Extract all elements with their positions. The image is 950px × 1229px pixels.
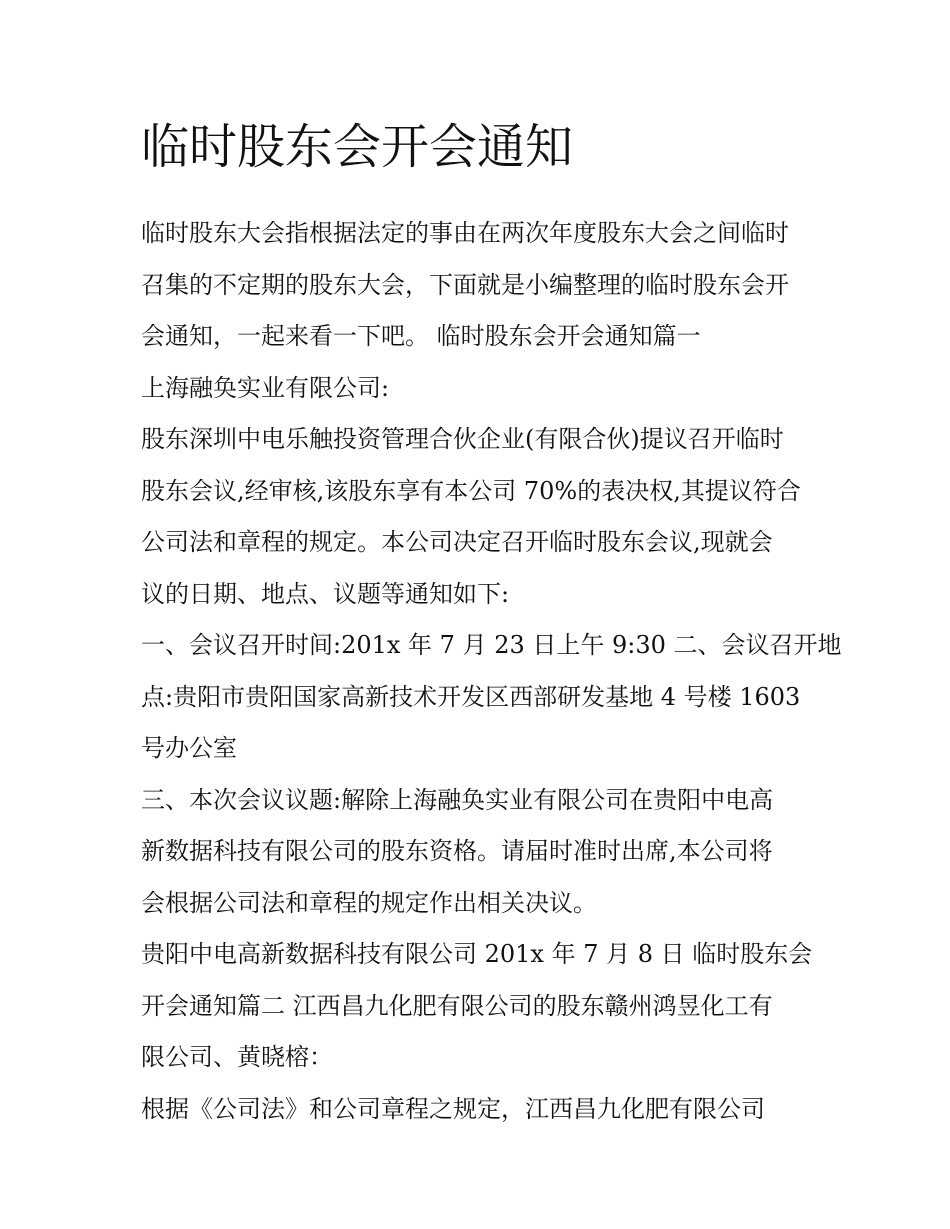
- body-line: 开会通知篇二 江西昌九化肥有限公司的股东赣州鸿昱化工有: [141, 991, 773, 1020]
- body-line: 召集的不定期的股东大会，下面就是小编整理的临时股东会开: [141, 270, 789, 299]
- body-line: 临时股东大会指根据法定的事由在两次年度股东大会之间临时: [141, 219, 789, 247]
- document-content: [141, 112, 842, 1135]
- document-title: 临时股东会开会通知: [141, 119, 574, 175]
- body-line: 号办公室: [141, 734, 237, 762]
- body-line: 新数据科技有限公司的股东资格。请届时准时出席,本公司将: [141, 837, 773, 865]
- body-line: 一、会议召开时间:201x 年 7 月 23 日上午 9:30 二、会议召开地: [141, 631, 842, 659]
- body-line: 上海融奂实业有限公司:: [141, 373, 390, 402]
- body-line: 限公司、黄晓榕：: [141, 1043, 333, 1071]
- body-line: 三、本次会议议题:解除上海融奂实业有限公司在贵阳中电高: [141, 785, 774, 814]
- body-line: 会通知，一起来看一下吧。 临时股东会开会通知篇一: [141, 322, 701, 350]
- body-line: 会根据公司法和章程的规定作出相关决议。: [141, 888, 597, 917]
- body-line: 议的日期、地点、议题等通知如下:: [141, 579, 510, 608]
- body-line: 点:贵阳市贵阳国家高新技术开发区西部研发基地 4 号楼 1603: [141, 682, 801, 711]
- body-line: 根据《公司法》和公司章程之规定，江西昌九化肥有限公司: [141, 1094, 765, 1123]
- body-line: 公司法和章程的规定。本公司决定召开临时股东会议,现就会: [141, 528, 773, 556]
- body-line: 股东深圳中电乐触投资管理合伙企业(有限合伙)提议召开临时: [141, 425, 784, 453]
- document-body: [141, 208, 842, 1135]
- body-line: 股东会议,经审核,该股东享有本公司 70%的表决权,其提议符合: [141, 476, 801, 505]
- body-line: 贵阳中电高新数据科技有限公司 201x 年 7 月 8 日 临时股东会: [141, 940, 813, 968]
